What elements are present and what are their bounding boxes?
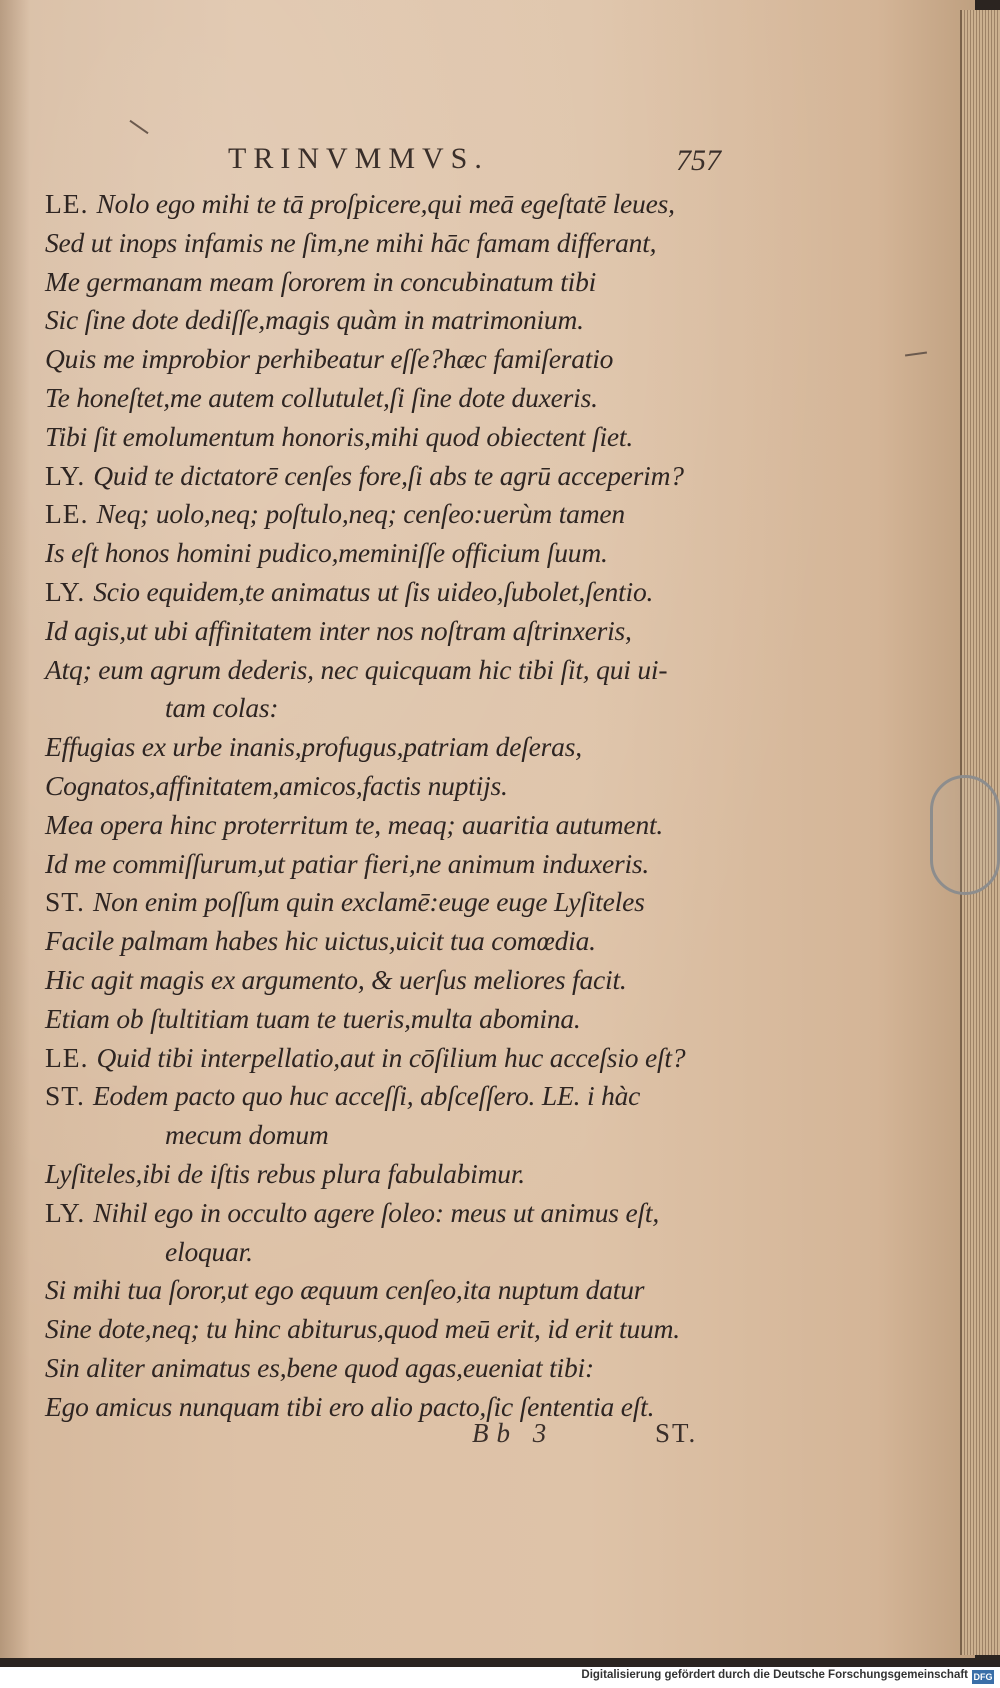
- text-line: [45, 1233, 935, 1272]
- line-text: Sin aliter animatus es,bene quod agas,eueniat tibi:: [45, 1351, 594, 1383]
- line-text: Atq; eum agrum dederis, nec quicquam hic tibi ſit, qui ui-: [45, 653, 668, 685]
- line-text: Mea opera hinc proterritum te, meaq; auaritia autument.: [45, 808, 664, 840]
- line-text: Is eſt honos homini pudico,meminiſſe officium ſuum.: [45, 537, 608, 569]
- line-text: Si mihi tua ſoror,ut ego æquum cenſeo,ita nuptum datur: [45, 1274, 645, 1306]
- speaker-label: LY.: [45, 459, 86, 491]
- text-line: [45, 224, 935, 263]
- text-line: [45, 1077, 935, 1116]
- gutter-shadow: [0, 0, 30, 1658]
- text-line: [45, 651, 935, 690]
- text-line: [45, 457, 935, 496]
- line-text: Eodem pacto quo huc acceſſi, abſceſſero. LE. i hàc: [92, 1080, 641, 1112]
- line-text: Quid tibi interpellatio,aut in cōſilium huc acceſsio eſt?: [96, 1041, 686, 1073]
- dfg-logo-icon: DFG: [973, 1672, 993, 1682]
- text-line: [45, 495, 935, 534]
- text-line: [45, 767, 935, 806]
- speaker-label: ST.: [45, 886, 85, 918]
- line-text: Neq; uolo,neq; poſtulo,neq; cenſeo:uerùm tamen: [96, 498, 625, 530]
- text-line: [45, 340, 935, 379]
- text-line: [45, 379, 935, 418]
- page-clip: [930, 775, 1000, 895]
- catchword: ST.: [655, 1418, 698, 1448]
- text-line: [45, 534, 935, 573]
- text-line: [45, 1000, 935, 1039]
- line-text: Id agis,ut ubi affinitatem inter nos noſtram aſtrinxeris,: [45, 614, 632, 646]
- text-line: [45, 1155, 935, 1194]
- line-text: Cognatos,affinitatem,amicos,factis nuptijs.: [45, 769, 508, 801]
- line-text: Hic agit magis ex argumento, & uerſus meliores facit.: [45, 963, 627, 995]
- text-line: [45, 612, 935, 651]
- ink-mark: [129, 120, 148, 134]
- text-line: [45, 1349, 935, 1388]
- text-line: [45, 185, 935, 224]
- text-line: [45, 689, 935, 728]
- text-line: [45, 961, 935, 1000]
- speaker-label: LE.: [45, 188, 89, 219]
- speaker-label: LE.: [45, 498, 89, 530]
- speaker-label: LE.: [45, 1041, 89, 1073]
- speaker-label: LY.: [45, 1196, 86, 1228]
- text-line: [45, 922, 935, 961]
- line-text: Effugias ex urbe inanis,profugus,patriam deſeras,: [45, 731, 582, 763]
- text-line: [45, 1039, 935, 1078]
- line-text: Ego amicus nunquam tibi ero alio pacto,ſic ſententia eſt.: [45, 1390, 655, 1422]
- line-text: Scio equidem,te animatus ut ſis uideo,ſubolet,ſentio.: [93, 575, 654, 607]
- line-text: Sine dote,neq; tu hinc abiturus,quod meū erit, id erit tuum.: [45, 1313, 680, 1345]
- speaker-label: ST.: [45, 1080, 85, 1112]
- text-line: [45, 1271, 935, 1310]
- line-text: Sed ut inops infamis ne ſim,ne mihi hāc famam differant,: [45, 226, 657, 258]
- text-line: [45, 1116, 935, 1155]
- text-line: [45, 806, 935, 845]
- line-text: tam colas:: [165, 692, 279, 724]
- line-text: Non enim poſſum quin exclamē:euge euge Lyſiteles: [92, 886, 645, 918]
- running-head: TRINVMMVS.: [228, 142, 489, 175]
- text-line: [45, 1194, 935, 1233]
- text-line: [45, 845, 935, 884]
- signature-mark: Bb 3: [472, 1418, 555, 1448]
- line-text: Me germanam meam ſororem in concubinatum tibi: [45, 265, 597, 297]
- line-text: Quis me improbior perhibeatur eſſe?hæc famiſeratio: [45, 343, 614, 375]
- line-text: mecum domum: [165, 1119, 329, 1151]
- line-text: Nihil ego in occulto agere ſoleo: meus ut animus eſt,: [93, 1196, 660, 1228]
- credit-bar: [0, 1667, 1000, 1688]
- line-text: Te honeſtet,me autem collutulet,ſi ſine dote duxeris.: [45, 381, 598, 413]
- line-text: Tibi ſit emolumentum honoris,mihi quod obiectent ſiet.: [45, 420, 634, 452]
- line-text: Lyſiteles,ibi de iſtis rebus plura fabulabimur.: [45, 1157, 525, 1189]
- line-text: Nolo ego mihi te tā proſpicere,qui meā egeſtatē leues,: [96, 188, 675, 219]
- speaker-label: LY.: [45, 575, 86, 607]
- text-line: [45, 728, 935, 767]
- page-footer: [0, 1418, 960, 1458]
- text-line: [45, 263, 935, 302]
- line-text: Id me commiſſurum,ut patiar fieri,ne animum induxeris.: [45, 847, 650, 879]
- page-header: [0, 142, 960, 182]
- credit-text: Digitalisierung gefördert durch die Deutsche Forschungsgemeinschaft: [581, 1669, 968, 1681]
- text-line: [45, 883, 935, 922]
- text-line: [45, 301, 935, 340]
- line-text: eloquar.: [165, 1235, 253, 1267]
- text-line: [45, 1310, 935, 1349]
- verse-text-block: [45, 185, 935, 1427]
- line-text: Sic ſine dote dediſſe,magis quàm in matrimonium.: [45, 304, 584, 336]
- text-line: [45, 418, 935, 457]
- line-text: Quid te dictatorē cenſes fore,ſi abs te agrū acceperim?: [93, 459, 684, 491]
- text-line: [45, 573, 935, 612]
- page-number: 757: [676, 144, 721, 177]
- line-text: Etiam ob ſtultitiam tuam te tueris,multa abomina.: [45, 1002, 581, 1034]
- line-text: Facile palmam habes hic uictus,uicit tua comœdia.: [45, 925, 596, 957]
